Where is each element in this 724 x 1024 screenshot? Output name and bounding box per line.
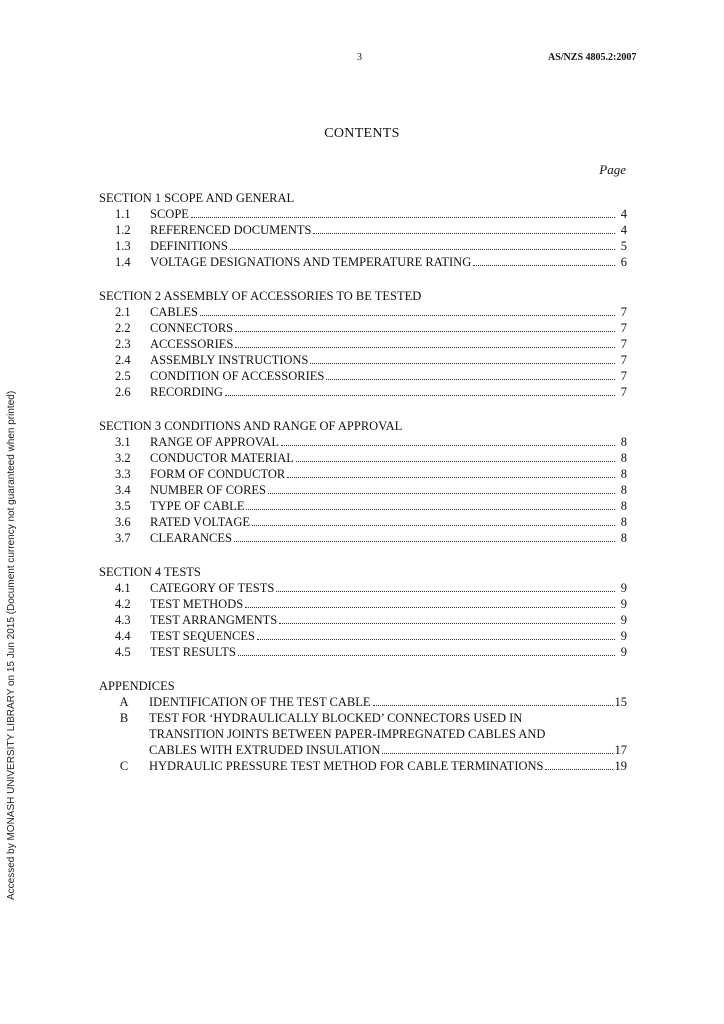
entry-number: 2.5 bbox=[115, 369, 131, 383]
entry-page: 9 bbox=[620, 613, 627, 627]
dot-leader bbox=[279, 623, 615, 624]
toc-entry[interactable] bbox=[99, 336, 627, 352]
entry-page: 7 bbox=[620, 385, 627, 399]
entry-page: 8 bbox=[620, 435, 627, 449]
entry-page: 9 bbox=[620, 645, 627, 659]
dot-leader bbox=[200, 315, 615, 316]
entry-page: 9 bbox=[620, 581, 627, 595]
toc-entry[interactable] bbox=[99, 514, 627, 530]
dot-leader bbox=[245, 607, 615, 608]
toc-entry[interactable] bbox=[99, 434, 627, 450]
entry-page: 4 bbox=[620, 207, 627, 221]
entry-page: 17 bbox=[614, 743, 627, 757]
dot-leader bbox=[234, 541, 615, 542]
toc-entry[interactable] bbox=[99, 238, 627, 254]
toc-entry[interactable] bbox=[99, 466, 627, 482]
appendix-entry[interactable] bbox=[99, 758, 627, 774]
entry-page: 8 bbox=[620, 531, 627, 545]
dot-leader bbox=[235, 347, 615, 348]
appendices-section bbox=[99, 678, 627, 774]
entry-title: RANGE OF APPROVAL bbox=[150, 435, 279, 449]
entry-number: 2.1 bbox=[115, 305, 131, 319]
toc-entry[interactable] bbox=[99, 352, 627, 368]
entry-number: 3.3 bbox=[115, 467, 131, 481]
entry-page: 19 bbox=[614, 759, 627, 773]
entry-page: 6 bbox=[620, 255, 627, 269]
toc-section bbox=[99, 564, 627, 660]
toc-entry[interactable] bbox=[99, 644, 627, 660]
entry-page: 8 bbox=[620, 515, 627, 529]
entry-number: 3.7 bbox=[115, 531, 131, 545]
dot-leader bbox=[268, 493, 615, 494]
toc-entry[interactable] bbox=[99, 304, 627, 320]
entry-title: SCOPE bbox=[150, 207, 189, 221]
dot-leader bbox=[326, 379, 615, 380]
dot-leader bbox=[310, 363, 615, 364]
toc-entry[interactable] bbox=[99, 320, 627, 336]
entry-title: ASSEMBLY INSTRUCTIONS bbox=[150, 353, 309, 367]
toc-section bbox=[99, 418, 627, 546]
toc-entry[interactable] bbox=[99, 498, 627, 514]
dot-leader bbox=[313, 233, 615, 234]
entry-title: VOLTAGE DESIGNATIONS AND TEMPERATURE RATING bbox=[150, 255, 472, 269]
dot-leader bbox=[225, 395, 615, 396]
table-of-contents bbox=[99, 190, 627, 792]
toc-section bbox=[99, 288, 627, 400]
entry-title: FORM OF CONDUCTOR bbox=[150, 467, 286, 481]
entry-page: 8 bbox=[620, 467, 627, 481]
dot-leader bbox=[281, 445, 615, 446]
entry-title: CLEARANCES bbox=[150, 531, 232, 545]
entry-title: RATED VOLTAGE bbox=[150, 515, 251, 529]
entry-title: TYPE OF CABLE bbox=[150, 499, 245, 513]
appendix-letter: C bbox=[119, 759, 129, 773]
entry-title: TEST RESULTS bbox=[150, 645, 236, 659]
appendix-entry[interactable] bbox=[99, 694, 627, 710]
entry-page: 7 bbox=[620, 321, 627, 335]
dot-leader bbox=[382, 753, 612, 754]
access-watermark: Accessed by MONASH UNIVERSITY LIBRARY on 15 Jun 2015 (Document currency not guaranteed when printed) bbox=[6, 390, 17, 900]
dot-leader bbox=[296, 461, 615, 462]
entry-number: 1.2 bbox=[115, 223, 131, 237]
dot-leader bbox=[276, 591, 615, 592]
dot-leader bbox=[191, 217, 615, 218]
toc-section bbox=[99, 190, 627, 270]
entry-number: 1.1 bbox=[115, 207, 131, 221]
entry-number: 4.2 bbox=[115, 597, 131, 611]
dot-leader bbox=[287, 477, 615, 478]
entry-title: TEST SEQUENCES bbox=[150, 629, 255, 643]
entry-number: 1.4 bbox=[115, 255, 131, 269]
entry-title: CONDITION OF ACCESSORIES bbox=[150, 369, 325, 383]
entry-page: 8 bbox=[620, 451, 627, 465]
entry-number: 4.5 bbox=[115, 645, 131, 659]
page-column-label: Page bbox=[599, 162, 626, 177]
entry-page: 7 bbox=[620, 305, 627, 319]
entry-number: 2.6 bbox=[115, 385, 131, 399]
appendix-title-lines bbox=[149, 710, 627, 758]
page-title: CONTENTS bbox=[324, 126, 400, 141]
section-heading: SECTION 4 TESTS bbox=[99, 565, 201, 579]
dot-leader bbox=[246, 509, 615, 510]
entry-number: 3.5 bbox=[115, 499, 131, 513]
dot-leader bbox=[238, 655, 615, 656]
entry-title-line: TRANSITION JOINTS BETWEEN PAPER-IMPREGNATED CABLES AND bbox=[149, 727, 546, 741]
entry-page: 8 bbox=[620, 483, 627, 497]
entry-page: 9 bbox=[620, 597, 627, 611]
appendix-letter: B bbox=[119, 711, 129, 725]
entry-number: 3.1 bbox=[115, 435, 131, 449]
entry-page: 4 bbox=[620, 223, 627, 237]
entry-title: DEFINITIONS bbox=[150, 239, 228, 253]
entry-number: 3.6 bbox=[115, 515, 131, 529]
toc-entry[interactable] bbox=[99, 384, 627, 400]
entry-number: 4.3 bbox=[115, 613, 131, 627]
toc-entry[interactable] bbox=[99, 222, 627, 238]
entry-title-line: CABLES WITH EXTRUDED INSULATION bbox=[149, 743, 381, 757]
entry-title: IDENTIFICATION OF THE TEST CABLE bbox=[149, 695, 371, 709]
toc-entry[interactable] bbox=[99, 206, 627, 222]
entry-page: 5 bbox=[620, 239, 627, 253]
dot-leader bbox=[252, 525, 615, 526]
entry-number: 3.2 bbox=[115, 451, 131, 465]
entry-number: 2.2 bbox=[115, 321, 131, 335]
entry-page: 7 bbox=[620, 337, 627, 351]
section-heading: SECTION 2 ASSEMBLY OF ACCESSORIES TO BE TESTED bbox=[99, 289, 422, 303]
toc-entry[interactable] bbox=[99, 450, 627, 466]
appendix-letter: A bbox=[119, 695, 129, 709]
entry-number: 2.4 bbox=[115, 353, 131, 367]
entry-number: 1.3 bbox=[115, 239, 131, 253]
entry-title: RECORDING bbox=[150, 385, 223, 399]
toc-entry[interactable] bbox=[99, 612, 627, 628]
entry-page: 9 bbox=[620, 629, 627, 643]
toc-entry[interactable] bbox=[99, 368, 627, 384]
entry-page: 7 bbox=[620, 353, 627, 367]
entry-title-last-line bbox=[149, 742, 627, 758]
entry-number: 4.4 bbox=[115, 629, 131, 643]
entry-title: TEST ARRANGMENTS bbox=[150, 613, 278, 627]
dot-leader bbox=[235, 331, 615, 332]
toc-entry[interactable] bbox=[99, 580, 627, 596]
toc-entry[interactable] bbox=[99, 482, 627, 498]
entry-title: CONNECTORS bbox=[150, 321, 234, 335]
entry-title: CATEGORY OF TESTS bbox=[150, 581, 275, 595]
toc-entry[interactable] bbox=[99, 254, 627, 270]
entry-title: NUMBER OF CORES bbox=[150, 483, 266, 497]
entry-title: TEST METHODS bbox=[150, 597, 244, 611]
entry-title: CABLES bbox=[150, 305, 198, 319]
page-number: 3 bbox=[357, 52, 362, 63]
dot-leader bbox=[257, 639, 615, 640]
entry-title-line: TEST FOR ‘HYDRAULICALLY BLOCKED’ CONNECTORS USED IN bbox=[149, 711, 523, 725]
dot-leader bbox=[373, 705, 613, 706]
dot-leader bbox=[473, 265, 615, 266]
entry-title: REFERENCED DOCUMENTS bbox=[150, 223, 312, 237]
entry-title: CONDUCTOR MATERIAL bbox=[150, 451, 294, 465]
entry-number: 4.1 bbox=[115, 581, 131, 595]
entry-page: 7 bbox=[620, 369, 627, 383]
dot-leader bbox=[545, 769, 612, 770]
section-heading: SECTION 3 CONDITIONS AND RANGE OF APPROVAL bbox=[99, 419, 403, 433]
entry-page: 15 bbox=[614, 695, 627, 709]
entry-title: ACCESSORIES bbox=[150, 337, 234, 351]
section-heading: SECTION 1 SCOPE AND GENERAL bbox=[99, 191, 295, 205]
section-heading: APPENDICES bbox=[99, 679, 175, 693]
entry-number: 3.4 bbox=[115, 483, 131, 497]
standard-id: AS/NZS 4805.2:2007 bbox=[548, 52, 637, 63]
toc-entry[interactable] bbox=[99, 530, 627, 546]
dot-leader bbox=[230, 249, 615, 250]
entry-title: HYDRAULIC PRESSURE TEST METHOD FOR CABLE TERMINATIONS bbox=[149, 759, 544, 773]
entry-number: 2.3 bbox=[115, 337, 131, 351]
entry-page: 8 bbox=[620, 499, 627, 513]
toc-entry[interactable] bbox=[99, 596, 627, 612]
appendix-entry[interactable] bbox=[99, 710, 627, 758]
toc-entry[interactable] bbox=[99, 628, 627, 644]
